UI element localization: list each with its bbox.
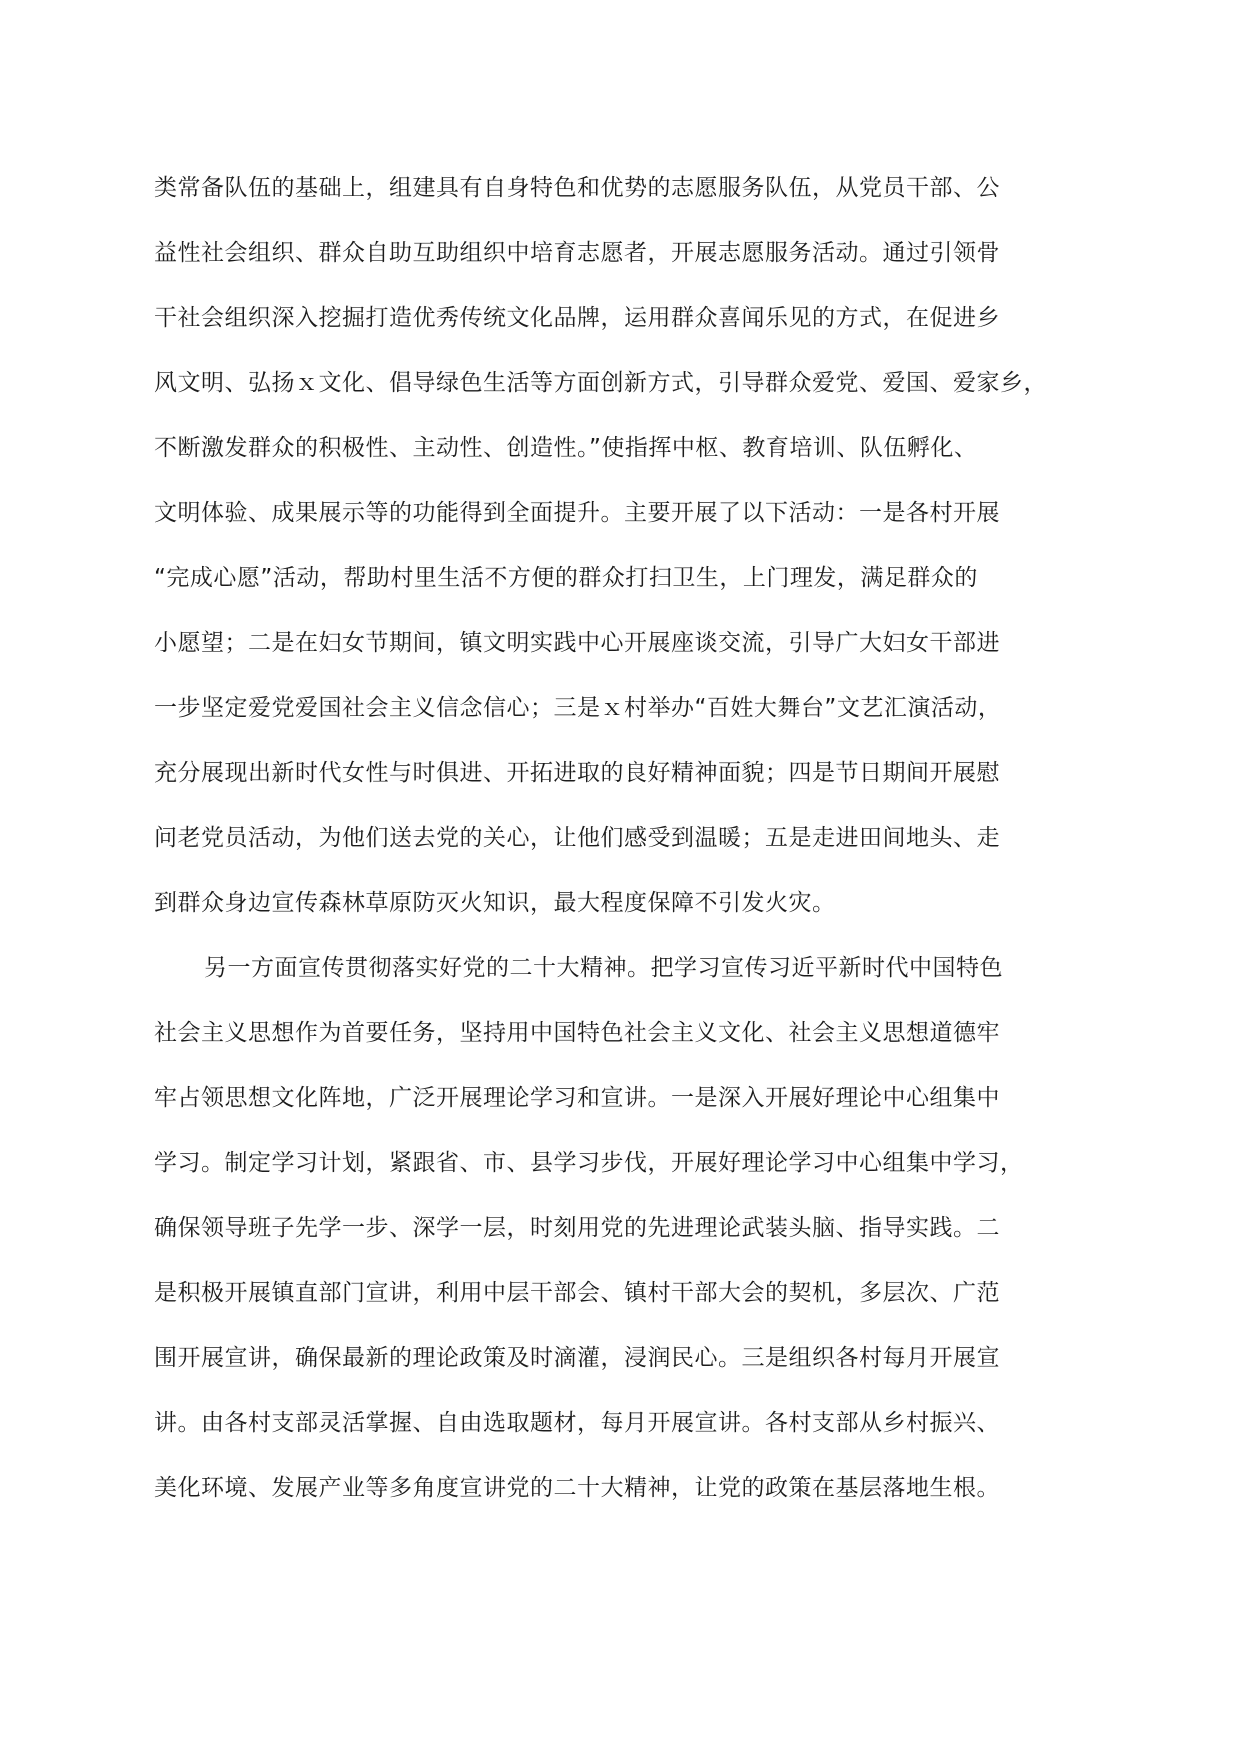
text-line: 讲。由各村支部灵活掌握、自由选取题材，每月开展宣讲。各村支部从乡村振兴、 bbox=[154, 1410, 1000, 1436]
text-line: 问老党员活动，为他们送去党的关心，让他们感受到温暖；五是走进田间地头、走 bbox=[154, 825, 1000, 851]
text-line: 类常备队伍的基础上，组建具有自身特色和优势的志愿服务队伍，从党员干部、公 bbox=[154, 175, 1000, 201]
text-line: 美化环境、发展产业等多角度宣讲党的二十大精神，让党的政策在基层落地生根。 bbox=[154, 1475, 1000, 1501]
text-line: 风文明、弘扬ｘ文化、倡导绿色生活等方面创新方式，引导群众爱党、爱国、爱家乡， bbox=[154, 370, 1047, 396]
text-line: 不断激发群众的积极性、主动性、创造性。”使指挥中枢、教育培训、队伍孵化、 bbox=[154, 435, 978, 461]
text-line: 干社会组织深入挖掘打造优秀传统文化品牌，运用群众喜闻乐见的方式，在促进乡 bbox=[154, 305, 1000, 331]
text-line: 社会主义思想作为首要任务，坚持用中国特色社会主义文化、社会主义思想道德牢 bbox=[154, 1020, 1000, 1046]
text-line: 充分展现出新时代女性与时俱进、开拓进取的良好精神面貌；四是节日期间开展慰 bbox=[154, 760, 1000, 786]
text-line: 一步坚定爱党爱国社会主义信念信心；三是ｘ村举办“百姓大舞台”文艺汇演活动， bbox=[154, 695, 1002, 721]
text-line: 小愿望；二是在妇女节期间，镇文明实践中心开展座谈交流，引导广大妇女干部进 bbox=[154, 630, 1000, 656]
text-line: 围开展宣讲，确保最新的理论政策及时滴灌，浸润民心。三是组织各村每月开展宣 bbox=[154, 1345, 1000, 1371]
text-line: 到群众身边宣传森林草原防灭火知识，最大程度保障不引发火灾。 bbox=[154, 890, 836, 916]
text-line: 益性社会组织、群众自助互助组织中培育志愿者，开展志愿服务活动。通过引领骨 bbox=[154, 240, 1000, 266]
text-line: 学习。制定学习计划，紧跟省、市、县学习步伐，开展好理论学习中心组集中学习， bbox=[154, 1150, 1024, 1176]
text-line: 牢占领思想文化阵地，广泛开展理论学习和宣讲。一是深入开展好理论中心组集中 bbox=[154, 1085, 1000, 1111]
text-line: 确保领导班子先学一步、深学一层，时刻用党的先进理论武装头脑、指导实践。二 bbox=[154, 1215, 1000, 1241]
text-line: “完成心愿”活动，帮助村里生活不方便的群众打扫卫生，上门理发，满足群众的 bbox=[154, 565, 978, 591]
text-line: 是积极开展镇直部门宣讲，利用中层干部会、镇村干部大会的契机，多层次、广范 bbox=[154, 1280, 1000, 1306]
paragraph-first-line: 另一方面宣传贯彻落实好党的二十大精神。把学习宣传习近平新时代中国特色 bbox=[204, 955, 1003, 981]
text-line: 文明体验、成果展示等的功能得到全面提升。主要开展了以下活动：一是各村开展 bbox=[154, 500, 1000, 526]
